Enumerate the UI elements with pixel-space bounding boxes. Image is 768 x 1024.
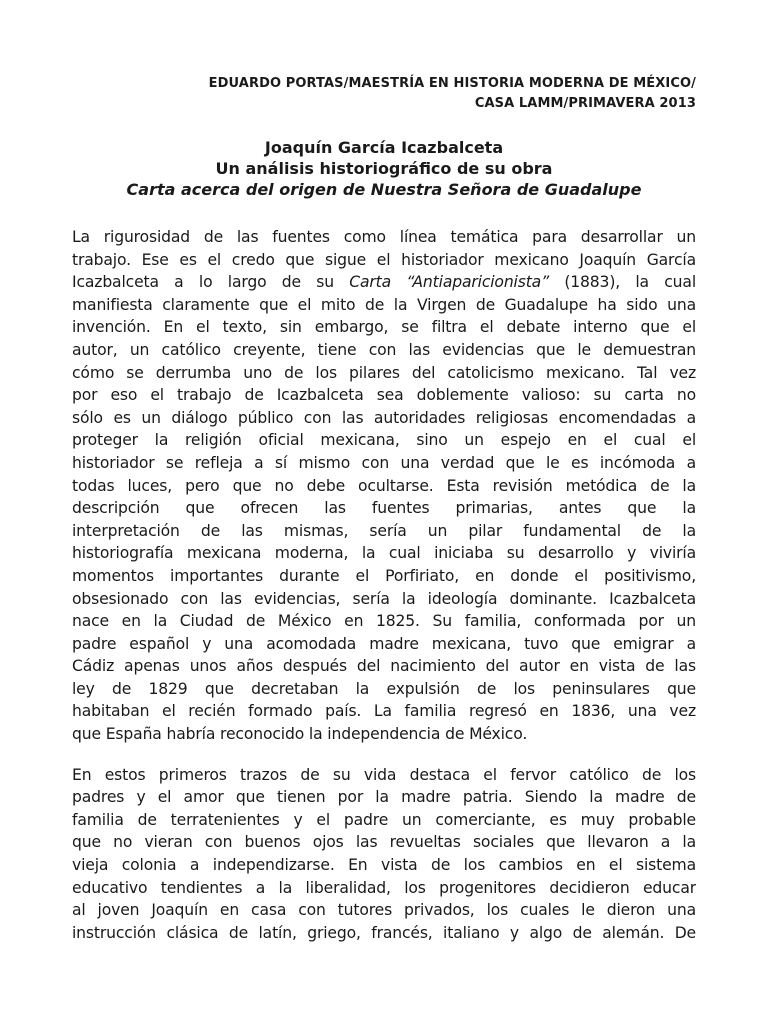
text-line: instrucción clásica de latín, griego, francés, italiano y algo de alemán. De <box>72 923 696 942</box>
text-line: obsesionado con las evidencias, sería la ideología dominante. Icazbalceta <box>72 589 696 608</box>
text-line: habitaban el recién formado país. La familia regresó en 1836, una vez <box>72 702 696 721</box>
text-line: padres y el amor que tienen por la madre patria. Siendo la madre de <box>72 788 696 807</box>
text-line: padre español y una acomodada madre mexicana, tuvo que emigrar a <box>72 634 696 653</box>
text-line: sólo es un diálogo público con las autoridades religiosas encomendadas a <box>72 408 696 427</box>
text-line: que no vieran con buenos ojos las revueltas sociales que llevaron a la <box>72 833 696 852</box>
text-line: interpretación de las mismas, sería un pilar fundamental de la <box>72 521 696 540</box>
text-segment: Icazbalceta a lo largo de su <box>72 273 350 292</box>
document-title-block <box>0 137 768 200</box>
header-line-2: CASA LAMM/PRIMAVERA 2013 <box>474 96 696 111</box>
text-line: vieja colonia a independizarse. En vista de los cambios en el sistema <box>72 856 696 875</box>
paragraph-2 <box>72 764 696 945</box>
text-line: al joven Joaquín en casa con tutores privados, los cuales le dieron una <box>72 901 696 920</box>
paragraph-1 <box>72 226 696 746</box>
title-work: Carta acerca del origen de Nuestra Señora de Guadalupe <box>126 180 642 199</box>
text-line: trabajo. Ese es el credo que sigue el historiador mexicano Joaquín García <box>72 250 696 269</box>
text-line: momentos importantes durante el Porfiriato, en donde el positivismo, <box>72 566 696 585</box>
text-line: Cádiz apenas unos años después del nacimiento del autor en vista de las <box>72 657 696 676</box>
text-line: familia de terratenientes y el padre un comerciante, es muy probable <box>72 810 696 829</box>
italic-work-title: Carta “Antiaparicionista” <box>349 273 550 292</box>
text-line: proteger la religión oficial mexicana, sino un espejo en el cual el <box>72 431 696 450</box>
text-segment: (1883), la cual <box>549 273 696 292</box>
text-line: La rigurosidad de las fuentes como línea temática para desarrollar un <box>72 228 696 246</box>
text-line: En estos primeros trazos de su vida destaca el fervor católico de los <box>72 765 696 784</box>
document-body <box>72 226 696 944</box>
text-line: invención. En el texto, sin embargo, se filtra el debate interno que el <box>72 318 696 337</box>
text-line: manifiesta claramente que el mito de la Virgen de Guadalupe ha sido una <box>72 295 696 314</box>
text-line: por eso el trabajo de Icazbalceta sea doblemente valioso: su carta no <box>72 386 696 405</box>
header-line-1: EDUARDO PORTAS/MAESTRÍA EN HISTORIA MODERNA DE MÉXICO/ <box>208 76 696 91</box>
text-line <box>72 271 696 294</box>
text-line: autor, un católico creyente, tiene con las evidencias que le demuestran <box>72 340 696 359</box>
text-line: descripción que ofrecen las fuentes primarias, antes que la <box>72 499 696 518</box>
text-line: que España habría reconocido la independencia de México. <box>72 725 528 744</box>
text-line: cómo se derrumba uno de los pilares del catolicismo mexicano. Tal vez <box>72 363 696 382</box>
title-author: Joaquín García Icazbalceta <box>264 138 504 157</box>
text-line: historiador se refleja a sí mismo con una verdad que le es incómoda a <box>72 453 696 472</box>
text-line: todas luces, pero que no debe ocultarse. Esta revisión metódica de la <box>72 476 696 495</box>
text-line: ley de 1829 que decretaban la expulsión de los peninsulares que <box>72 679 696 698</box>
text-line: educativo tendientes a la liberalidad, los progenitores decidieron educar <box>72 878 696 897</box>
title-subtitle: Un análisis historiográfico de su obra <box>215 159 553 178</box>
text-line: historiografía mexicana moderna, la cual iniciaba su desarrollo y viviría <box>72 544 696 563</box>
document-header <box>96 74 696 114</box>
text-line: nace en la Ciudad de México en 1825. Su familia, conformada por un <box>72 612 696 631</box>
